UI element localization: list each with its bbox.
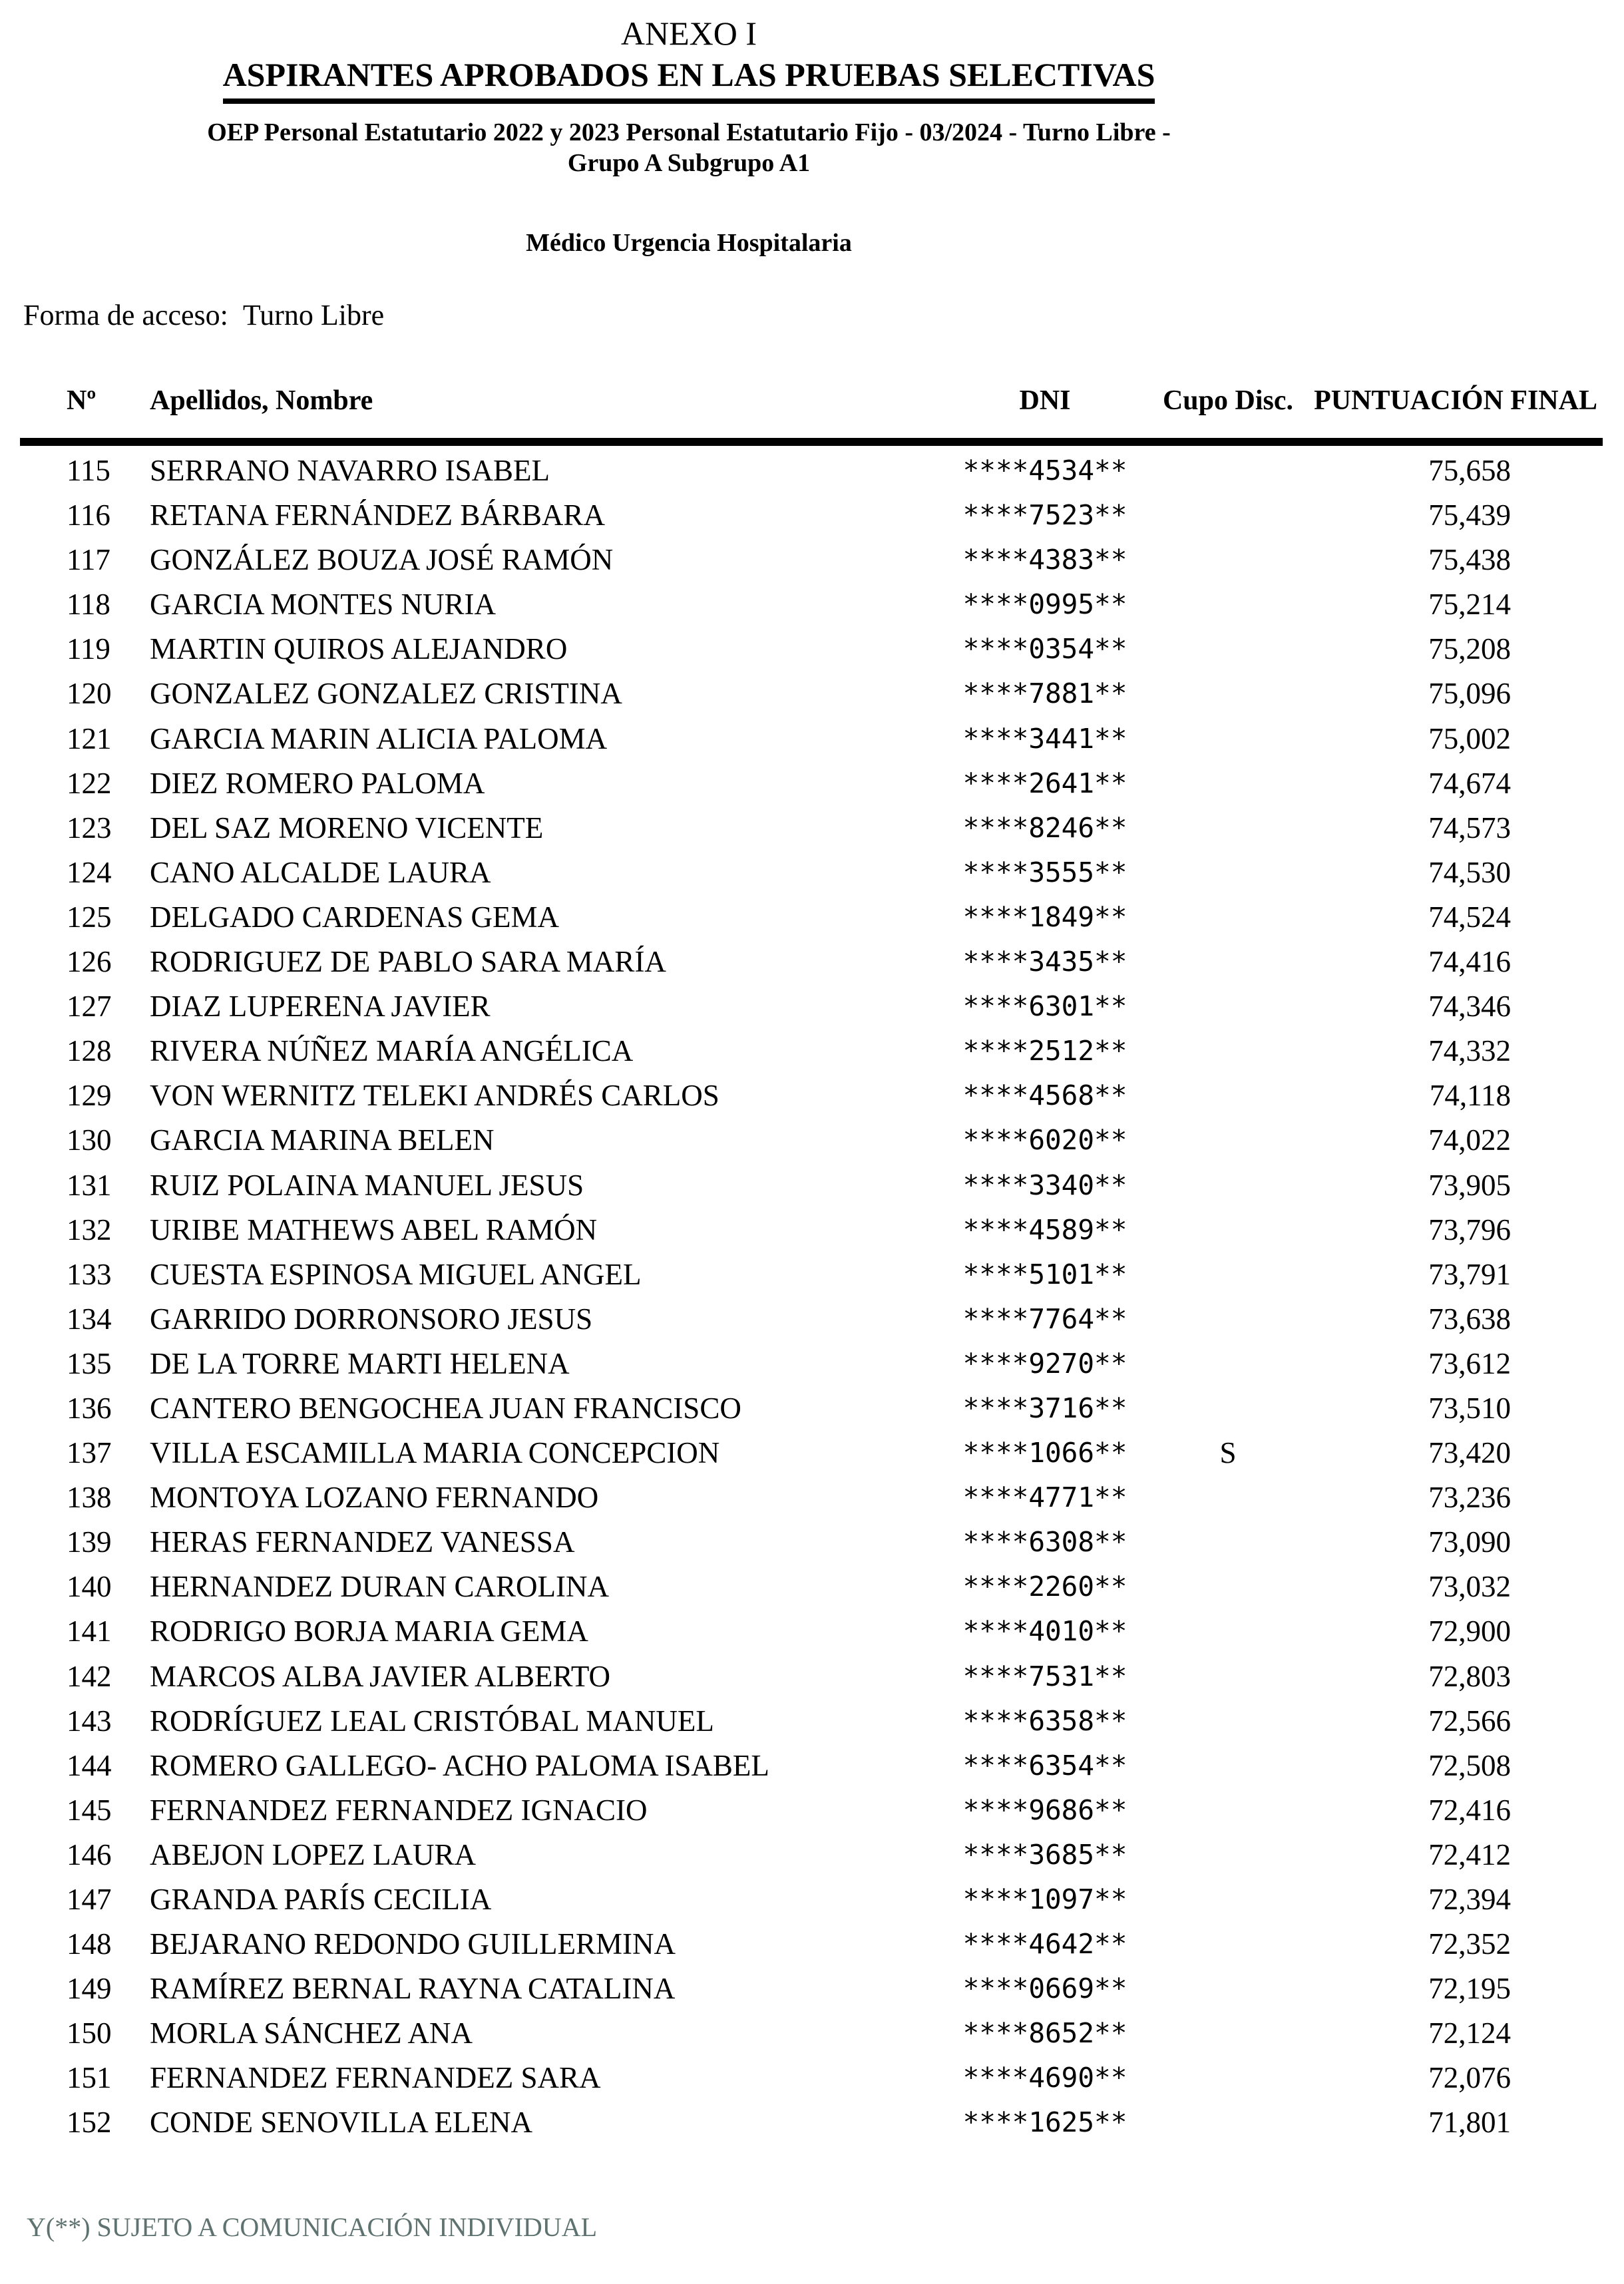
row-dni: ****3555** [962,856,1127,888]
row-name: GONZÁLEZ BOUZA JOSÉ RAMÓN [150,543,614,577]
column-header-cupo-disc: Cupo Disc. [1162,385,1294,416]
table-row [0,1386,1624,1431]
row-score: 75,208 [1428,632,1511,666]
row-score: 75,214 [1428,588,1511,622]
row-score: 75,658 [1428,454,1511,487]
annex-title: ANEXO I [620,15,757,52]
row-name: GARRIDO DORRONSORO JESUS [150,1302,593,1336]
row-number: 129 [67,1079,112,1113]
row-number: 140 [67,1570,112,1604]
row-dni: ****7523** [962,499,1127,532]
table-row [0,1922,1624,1967]
row-dni: ****4010** [962,1615,1127,1648]
row-number: 125 [67,900,112,934]
main-title-wrap [0,56,1378,104]
row-name: GARCIA MARINA BELEN [150,1123,495,1157]
row-number: 130 [67,1123,112,1157]
row-number: 136 [67,1391,112,1425]
row-cupo-disc: S [1219,1436,1237,1470]
row-dni: ****5101** [962,1258,1127,1290]
table-row [0,1118,1624,1163]
row-name: SERRANO NAVARRO ISABEL [150,454,550,487]
row-dni: ****3716** [962,1392,1127,1424]
row-dni: ****4383** [962,544,1127,576]
row-score: 72,076 [1428,2061,1511,2095]
table-row [0,984,1624,1029]
row-number: 139 [67,1525,112,1559]
row-score: 73,032 [1428,1570,1511,1604]
row-dni: ****4589** [962,1213,1127,1246]
row-dni: ****1097** [962,1883,1127,1915]
row-number: 143 [67,1704,112,1738]
row-name: ROMERO GALLEGO- ACHO PALOMA ISABEL [150,1748,769,1782]
table-row [0,1565,1624,1609]
row-score: 72,803 [1428,1659,1511,1693]
row-name: GARCIA MARIN ALICIA PALOMA [150,721,608,755]
row-number: 152 [67,2106,112,2140]
row-name: DIEZ ROMERO PALOMA [150,766,485,800]
row-number: 117 [67,543,110,577]
row-dni: ****4534** [962,455,1127,486]
row-score: 72,352 [1428,1927,1511,1961]
row-score: 73,612 [1428,1346,1511,1380]
row-number: 137 [67,1436,112,1470]
row-dni: ****0995** [962,588,1127,621]
row-number: 146 [67,1837,112,1871]
row-number: 122 [67,766,112,800]
row-number: 144 [67,1748,112,1782]
row-dni: ****2260** [962,1571,1127,1603]
footer-note: Y(**) SUJETO A COMUNICACIÓN INDIVIDUAL [27,2212,598,2242]
row-name: RODRIGUEZ DE PABLO SARA MARÍA [150,945,666,979]
row-name: RETANA FERNÁNDEZ BÁRBARA [150,498,605,532]
row-number: 149 [67,1972,112,2006]
row-name: RUIZ POLAINA MANUEL JESUS [150,1168,584,1202]
row-score: 75,096 [1428,677,1511,711]
row-number: 115 [67,454,110,487]
table-row [0,449,1624,493]
row-dni: ****3441** [962,722,1127,755]
row-name: GRANDA PARÍS CECILIA [150,1883,492,1916]
row-dni: ****3685** [962,1838,1127,1871]
row-name: RODRÍGUEZ LEAL CRISTÓBAL MANUEL [150,1704,714,1738]
row-score: 72,900 [1428,1615,1511,1648]
row-dni: ****9270** [962,1347,1127,1380]
column-header-dni: DNI [1019,385,1071,416]
table-row [0,1029,1624,1073]
row-name: MORLA SÁNCHEZ ANA [150,2016,473,2050]
row-score: 74,346 [1428,990,1511,1024]
row-score: 74,530 [1428,855,1511,889]
row-dni: ****6354** [962,1749,1127,1782]
row-score: 73,796 [1428,1213,1511,1246]
row-name: RAMÍREZ BERNAL RAYNA CATALINA [150,1972,676,2006]
access-value: Turno Libre [242,299,385,331]
row-name: HERNANDEZ DURAN CAROLINA [150,1570,609,1604]
row-score: 74,416 [1428,945,1511,979]
row-name: URIBE MATHEWS ABEL RAMÓN [150,1213,598,1246]
row-score: 74,332 [1428,1034,1511,1068]
row-name: GARCIA MONTES NURIA [150,588,497,622]
table-row [0,717,1624,761]
row-dni: ****1066** [962,1437,1127,1469]
row-name: CANTERO BENGOCHEA JUAN FRANCISCO [150,1391,741,1425]
row-number: 127 [67,990,112,1024]
row-name: DELGADO CARDENAS GEMA [150,900,559,934]
row-score: 75,438 [1428,543,1511,577]
specialty-title: Médico Urgencia Hospitalaria [526,229,852,257]
row-dni: ****6301** [962,990,1127,1023]
row-score: 74,118 [1429,1079,1511,1113]
table-row [0,2011,1624,2056]
row-name: RODRIGO BORJA MARIA GEMA [150,1615,588,1648]
row-dni: ****8652** [962,2017,1127,2050]
row-name: VILLA ESCAMILLA MARIA CONCEPCION [150,1436,720,1470]
row-dni: ****3340** [962,1169,1127,1201]
row-number: 126 [67,945,112,979]
row-number: 135 [67,1346,112,1380]
table-row [0,1342,1624,1386]
access-label: Forma de acceso: [23,299,228,331]
table-row [0,538,1624,582]
row-name: BEJARANO REDONDO GUILLERMINA [150,1927,676,1961]
row-score: 73,236 [1428,1481,1511,1515]
row-score: 73,510 [1428,1391,1511,1425]
row-dni: ****7764** [962,1302,1127,1335]
row-name: CUESTA ESPINOSA MIGUEL ANGEL [150,1257,642,1291]
row-number: 151 [67,2061,112,2095]
row-name: VON WERNITZ TELEKI ANDRÉS CARLOS [150,1079,719,1113]
row-score: 74,674 [1428,766,1511,800]
row-dni: ****0669** [962,1973,1127,2005]
row-number: 123 [67,811,112,845]
row-score: 74,573 [1428,811,1511,845]
row-score: 72,195 [1428,1972,1511,2006]
row-number: 119 [67,632,110,666]
row-number: 131 [67,1168,112,1202]
row-score: 73,420 [1428,1436,1511,1470]
table-row [0,761,1624,806]
access-line [23,298,384,333]
row-score: 75,439 [1428,498,1511,532]
row-name: FERNANDEZ FERNANDEZ SARA [150,2061,601,2095]
column-header-score: PUNTUACIÓN FINAL [1314,385,1597,416]
row-name: MONTOYA LOZANO FERNANDO [150,1481,599,1515]
table-row [0,1744,1624,1788]
table-row [0,851,1624,895]
row-score: 72,394 [1428,1883,1511,1916]
table-row [0,1431,1624,1475]
row-name: FERNANDEZ FERNANDEZ IGNACIO [150,1793,648,1827]
table-row [0,1699,1624,1744]
row-dni: ****7881** [962,677,1127,710]
table-row [0,671,1624,716]
row-dni: ****2512** [962,1035,1127,1067]
main-title: ASPIRANTES APROBADOS EN LAS PRUEBAS SELECTIVAS [223,56,1155,104]
row-number: 134 [67,1302,112,1336]
table-row [0,1208,1624,1252]
table-row [0,2100,1624,2145]
row-number: 147 [67,1883,112,1916]
row-dni: ****9686** [962,1794,1127,1826]
table-row [0,1788,1624,1833]
row-number: 142 [67,1659,112,1693]
table-row [0,1252,1624,1297]
table-row [0,1297,1624,1342]
row-score: 72,412 [1428,1837,1511,1871]
row-dni: ****4642** [962,1928,1127,1961]
row-name: DIAZ LUPERENA JAVIER [150,990,491,1024]
row-dni: ****4690** [962,2062,1127,2094]
table-row [0,582,1624,627]
row-name: DEL SAZ MORENO VICENTE [150,811,544,845]
row-number: 132 [67,1213,112,1246]
row-dni: ****6308** [962,1526,1127,1559]
row-name: MARCOS ALBA JAVIER ALBERTO [150,1659,611,1693]
table-row [0,2056,1624,2100]
table-row [0,1609,1624,1654]
row-score: 73,905 [1428,1168,1511,1202]
table-row [0,1475,1624,1520]
table-row [0,1877,1624,1922]
table-row [0,1654,1624,1699]
row-number: 141 [67,1615,112,1648]
table-row [0,1520,1624,1565]
row-dni: ****8246** [962,811,1127,844]
row-number: 148 [67,1927,112,1961]
row-score: 73,638 [1428,1302,1511,1336]
table-row [0,940,1624,984]
row-number: 120 [67,677,112,711]
row-score: 71,801 [1428,2106,1511,2140]
row-number: 133 [67,1257,112,1291]
column-header-number: Nº [67,385,97,416]
row-score: 73,791 [1428,1257,1511,1291]
row-score: 73,090 [1428,1525,1511,1559]
row-number: 116 [67,498,110,532]
table-row [0,1967,1624,2011]
table-row [0,627,1624,671]
row-name: CANO ALCALDE LAURA [150,855,491,889]
row-name: DE LA TORRE MARTI HELENA [150,1346,570,1380]
row-score: 72,416 [1428,1793,1511,1827]
row-dni: ****4771** [962,1481,1127,1514]
row-name: CONDE SENOVILLA ELENA [150,2106,532,2140]
row-number: 145 [67,1793,112,1827]
row-number: 118 [67,588,110,622]
table-row [0,806,1624,851]
row-name: ABEJON LOPEZ LAURA [150,1837,476,1871]
row-dni: ****3435** [962,946,1127,978]
row-number: 150 [67,2016,112,2050]
table-row [0,1073,1624,1118]
row-number: 128 [67,1034,112,1068]
row-score: 72,508 [1428,1748,1511,1782]
row-name: RIVERA NÚÑEZ MARÍA ANGÉLICA [150,1034,634,1068]
column-header-name: Apellidos, Nombre [150,385,373,416]
row-name: MARTIN QUIROS ALEJANDRO [150,632,568,666]
row-number: 121 [67,721,112,755]
row-number: 124 [67,855,112,889]
row-dni: ****0354** [962,633,1127,666]
row-score: 72,566 [1428,1704,1511,1738]
table-row [0,493,1624,538]
row-score: 74,524 [1428,900,1511,934]
row-score: 75,002 [1428,721,1511,755]
row-dni: ****2641** [962,767,1127,799]
table-header [0,383,1624,418]
call-info-subtitle: OEP Personal Estatutario 2022 y 2023 Personal Estatutario Fijo - 03/2024 - Turno Libre - Grupo A Subgrupo A1 [207,118,1171,177]
row-number: 138 [67,1481,112,1515]
header-rule [20,438,1603,446]
row-dni: ****6020** [962,1124,1127,1157]
row-dni: ****7531** [962,1660,1127,1692]
table-row [0,895,1624,940]
row-score: 72,124 [1428,2016,1511,2050]
table-row [0,1833,1624,1877]
row-dni: ****6358** [962,1704,1127,1737]
row-dni: ****4568** [962,1079,1127,1112]
table-row [0,1163,1624,1208]
row-dni: ****1849** [962,900,1127,933]
row-dni: ****1625** [962,2106,1127,2139]
row-score: 74,022 [1428,1123,1511,1157]
table-body [0,449,1624,2146]
row-name: HERAS FERNANDEZ VANESSA [150,1525,575,1559]
row-name: GONZALEZ GONZALEZ CRISTINA [150,677,622,711]
